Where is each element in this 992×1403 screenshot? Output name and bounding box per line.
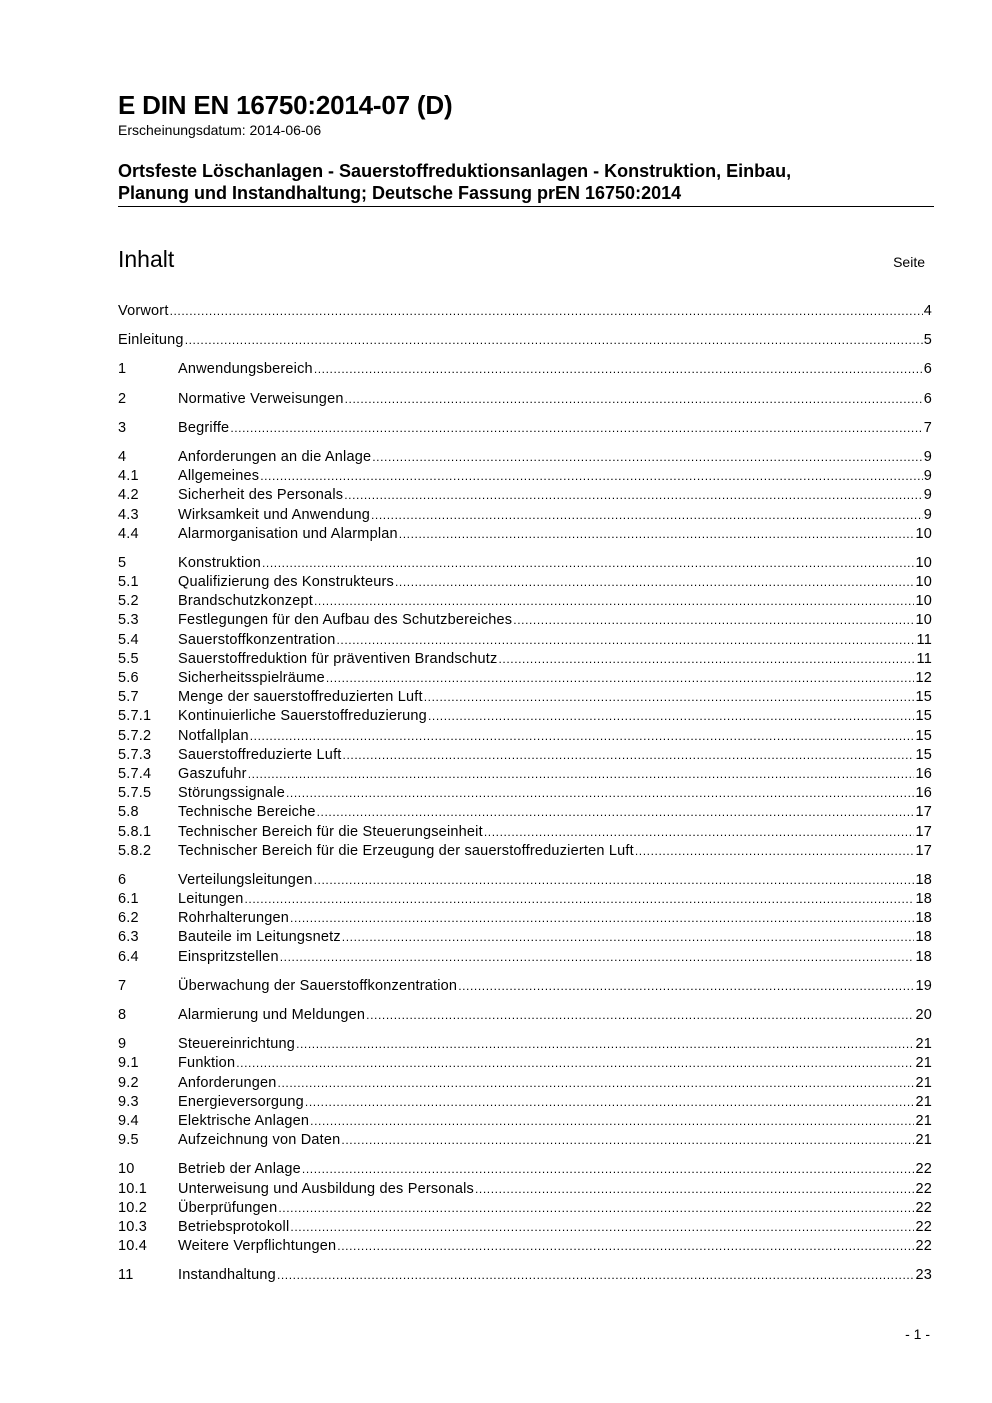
toc-entry-label: Steuereinrichtung [178, 1036, 296, 1053]
toc-dot-leader [326, 669, 915, 688]
toc-dot-leader [484, 823, 915, 842]
toc-group [118, 1006, 932, 1025]
toc-dot-leader [277, 1266, 915, 1285]
toc-entry-page: 21 [915, 1055, 932, 1072]
toc-entry[interactable] [118, 928, 932, 947]
toc-entry[interactable] [118, 506, 932, 525]
toc-dot-leader [230, 419, 922, 438]
toc-entry-label: Elektrische Anlagen [178, 1112, 310, 1129]
toc-entry-number: 5.2 [118, 593, 139, 610]
document-title-line-2: Planung und Instandhaltung; Deutsche Fassung prEN 16750:2014 [118, 183, 682, 203]
toc-group [118, 977, 932, 996]
toc-entry-label: Energieversorgung [178, 1093, 304, 1110]
toc-entry-page: 15 [915, 746, 932, 763]
toc-entry-label: Wirksamkeit und Anwendung [178, 506, 370, 523]
page-column-label: Seite [893, 254, 925, 270]
toc-entry-number: 5.7.2 [118, 727, 152, 744]
toc-entry[interactable] [118, 1131, 932, 1150]
toc-entry-page: 21 [915, 1132, 932, 1149]
toc-entry-page: 18 [915, 948, 932, 965]
toc-entry-label: Technischer Bereich für die Steuerungseinheit [178, 823, 483, 840]
toc-entry[interactable] [118, 302, 932, 321]
toc-entry[interactable] [118, 823, 932, 842]
toc-dot-leader [635, 842, 915, 861]
toc-entry-label: Einspritzstellen [178, 948, 279, 965]
toc-entry-label: Weitere Verpflichtungen [178, 1238, 337, 1255]
toc-entry-page: 21 [915, 1074, 932, 1091]
toc-entry-page: 21 [915, 1112, 932, 1129]
toc-group [118, 360, 932, 379]
toc-entry-number: 4.4 [118, 525, 139, 542]
toc-entry-page: 15 [915, 727, 932, 744]
toc-entry-number: 5.8 [118, 804, 139, 821]
toc-entry-page: 18 [915, 910, 932, 927]
toc-entry[interactable] [118, 909, 932, 928]
toc-entry-label: Allgemeines [178, 468, 260, 485]
title-divider [118, 206, 934, 207]
toc-entry-page: 10 [915, 574, 932, 591]
toc-entry-number: 5.7.3 [118, 746, 152, 763]
toc-entry[interactable] [118, 1006, 932, 1025]
toc-entry-label: Betriebsprotokoll [178, 1218, 290, 1235]
document-title [118, 160, 938, 204]
toc-group [118, 871, 932, 967]
toc-entry-label: Technischer Bereich für die Erzeugung der sauerstoffreduzierten Luft [178, 842, 634, 859]
toc-entry-page: 10 [915, 525, 932, 542]
toc-group [118, 1160, 932, 1256]
toc-entry-page: 20 [915, 1007, 932, 1023]
toc-entry[interactable] [118, 1180, 932, 1199]
toc-dot-leader [498, 650, 915, 669]
publication-date: Erscheinungsdatum: 2014-06-06 [118, 122, 322, 138]
toc-dot-leader [278, 1074, 915, 1093]
toc-entry-number: 6 [118, 871, 127, 888]
toc-entry-label: Instandhaltung [178, 1267, 276, 1284]
toc-entry-number: 9.3 [118, 1093, 139, 1110]
toc-entry-label: Menge der sauerstoffreduzierten Luft [178, 689, 423, 706]
toc-entry-number: 4.2 [118, 487, 139, 504]
toc-entry-number: 5.3 [118, 612, 139, 629]
toc-entry[interactable] [118, 842, 932, 861]
toc-entry-label: Brandschutzkonzept [178, 593, 313, 610]
toc-entry-label: Anforderungen an die Anlage [178, 448, 372, 465]
toc-entry-number: 5.7.4 [118, 765, 152, 782]
toc-entry[interactable] [118, 707, 932, 726]
toc-entry-page: 9 [923, 468, 932, 485]
toc-entry-page: 18 [915, 929, 932, 946]
toc-entry-label: Sicherheitsspielräume [178, 670, 325, 686]
toc-dot-leader [428, 707, 915, 726]
toc-entry-label: Unterweisung und Ausbildung des Personals [178, 1180, 474, 1197]
toc-entry-page: 12 [915, 670, 932, 686]
toc-entry[interactable] [118, 1218, 932, 1237]
toc-dot-leader [337, 631, 916, 650]
toc-entry[interactable] [118, 784, 932, 803]
toc-entry-number: 10 [118, 1161, 135, 1178]
toc-group [118, 1266, 932, 1285]
toc-dot-leader [371, 506, 923, 525]
toc-entry-number: 6.2 [118, 910, 139, 927]
toc-entry[interactable] [118, 486, 932, 505]
toc-dot-leader [310, 1112, 914, 1131]
toc-dot-leader [366, 1006, 914, 1025]
toc-dot-leader [245, 890, 915, 909]
toc-entry-page: 6 [923, 361, 932, 378]
toc-entry-label: Kontinuierliche Sauerstoffreduzierung [178, 708, 427, 725]
toc-entry-number: 5.6 [118, 670, 139, 686]
toc-entry[interactable] [118, 331, 932, 350]
toc-dot-leader [424, 688, 915, 707]
toc-entry-page: 23 [915, 1267, 932, 1284]
toc-entry[interactable] [118, 631, 932, 650]
toc-entry-label: Überprüfungen [178, 1199, 278, 1216]
toc-entry-number: 10.2 [118, 1199, 148, 1216]
toc-group [118, 554, 932, 861]
toc-entry[interactable] [118, 650, 932, 669]
toc-entry-number: 5.1 [118, 574, 139, 591]
toc-dot-leader [342, 928, 915, 947]
toc-entry-page: 15 [915, 708, 932, 725]
toc-entry[interactable] [118, 669, 932, 688]
toc-entry[interactable] [118, 419, 932, 438]
toc-entry-number: 11 [118, 1267, 134, 1284]
toc-dot-leader [280, 948, 915, 967]
toc-entry-number: 8 [118, 1007, 127, 1023]
toc-entry-number: 9 [118, 1036, 127, 1053]
toc-entry-page: 17 [915, 823, 932, 840]
toc-entry-label: Verteilungsleitungen [178, 871, 313, 888]
toc-dot-leader [475, 1180, 914, 1199]
toc-entry-number: 7 [118, 977, 127, 994]
toc-entry-number: 4.3 [118, 506, 139, 523]
toc-entry[interactable] [118, 554, 932, 573]
toc-entry-page: 22 [915, 1218, 932, 1235]
toc-entry-page: 16 [915, 785, 932, 802]
toc-entry-label: Anforderungen [178, 1074, 277, 1091]
toc-entry-page: 9 [923, 506, 932, 523]
toc-entry-page: 11 [916, 631, 932, 648]
toc-entry[interactable] [118, 611, 932, 630]
toc-dot-leader [236, 1054, 914, 1073]
toc-dot-leader [250, 727, 915, 746]
toc-entry[interactable] [118, 1112, 932, 1131]
toc-entry-label: Anwendungsbereich [178, 361, 313, 378]
toc-entry[interactable] [118, 390, 932, 409]
toc-entry-label: Störungssignale [178, 785, 285, 802]
toc-entry-label: Betrieb der Anlage [178, 1161, 301, 1178]
toc-entry[interactable] [118, 948, 932, 967]
toc-entry-number: 5.7 [118, 689, 139, 706]
toc-dot-leader [513, 611, 914, 630]
toc-entry-label: Leitungen [178, 891, 244, 908]
toc-entry-number: 2 [118, 390, 127, 407]
toc-dot-leader [296, 1035, 914, 1054]
toc-entry-label: Funktion [178, 1055, 236, 1072]
toc-entry-page: 18 [915, 871, 932, 888]
toc-entry-number: 5.4 [118, 631, 139, 648]
toc-dot-leader [278, 1199, 914, 1218]
toc-entry[interactable] [118, 1093, 932, 1112]
toc-entry[interactable] [118, 1266, 932, 1285]
page-number: - 1 - [905, 1326, 930, 1342]
toc-entry-page: 21 [915, 1036, 932, 1053]
toc-entry[interactable] [118, 525, 932, 544]
toc-entry-number: 5.8.2 [118, 842, 152, 859]
toc-dot-leader [290, 909, 914, 928]
toc-entry-label: Vorwort [118, 303, 169, 319]
toc-entry-page: 22 [915, 1238, 932, 1255]
toc-entry-page: 19 [915, 977, 932, 994]
toc-dot-leader [344, 486, 923, 505]
table-of-contents [118, 302, 932, 1295]
toc-entry-label: Begriffe [178, 419, 230, 436]
toc-entry-label: Qualifizierung des Konstrukteurs [178, 574, 394, 591]
toc-dot-leader [458, 977, 914, 996]
toc-entry-page: 17 [915, 804, 932, 821]
toc-entry[interactable] [118, 360, 932, 379]
toc-entry-label: Gaszufuhr [178, 765, 247, 782]
toc-entry-label: Alarmierung und Meldungen [178, 1007, 366, 1023]
toc-group [118, 419, 932, 438]
toc-entry[interactable] [118, 977, 932, 996]
toc-entry-number: 5.7.1 [118, 708, 152, 725]
toc-dot-leader [305, 1093, 915, 1112]
toc-entry[interactable] [118, 448, 932, 467]
toc-group [118, 390, 932, 409]
toc-entry[interactable] [118, 1237, 932, 1256]
toc-entry-number: 5.5 [118, 650, 139, 667]
toc-entry-page: 22 [915, 1161, 932, 1178]
toc-entry-page: 15 [915, 689, 932, 706]
toc-entry-page: 17 [915, 842, 932, 859]
toc-entry-number: 6.3 [118, 929, 139, 946]
toc-dot-leader [317, 803, 915, 822]
toc-dot-leader [314, 360, 923, 379]
toc-entry-number: 9.1 [118, 1055, 139, 1072]
toc-entry-label: Sauerstoffreduzierte Luft [178, 746, 342, 763]
toc-entry-number: 9.5 [118, 1132, 139, 1149]
toc-entry-page: 22 [915, 1199, 932, 1216]
toc-group [118, 331, 932, 350]
toc-dot-leader [170, 302, 923, 321]
toc-entry-label: Festlegungen für den Aufbau des Schutzbereiches [178, 612, 513, 629]
toc-entry-number: 3 [118, 419, 127, 436]
toc-entry-page: 11 [916, 650, 932, 667]
toc-entry[interactable] [118, 688, 932, 707]
toc-dot-leader [341, 1131, 914, 1150]
toc-dot-leader [286, 784, 914, 803]
toc-group [118, 1035, 932, 1150]
toc-entry-page: 21 [915, 1093, 932, 1110]
toc-dot-leader [262, 554, 914, 573]
toc-entry-page: 9 [923, 487, 932, 504]
toc-entry-label: Sauerstoffreduktion für präventiven Brandschutz [178, 650, 498, 667]
toc-entry-number: 10.4 [118, 1238, 148, 1255]
toc-dot-leader [399, 525, 915, 544]
toc-entry[interactable] [118, 871, 932, 890]
toc-entry-label: Technische Bereiche [178, 804, 316, 821]
toc-dot-leader [248, 765, 915, 784]
toc-entry-number: 1 [118, 361, 127, 378]
toc-heading: Inhalt [118, 246, 175, 272]
toc-entry-page: 7 [923, 419, 932, 436]
toc-entry[interactable] [118, 1160, 932, 1179]
toc-entry-page: 6 [923, 390, 932, 407]
toc-dot-leader [260, 467, 923, 486]
toc-dot-leader [372, 448, 922, 467]
toc-dot-leader [345, 390, 923, 409]
toc-entry[interactable] [118, 1054, 932, 1073]
toc-entry[interactable] [118, 1035, 932, 1054]
toc-entry-label: Rohrhalterungen [178, 910, 290, 927]
toc-entry[interactable] [118, 746, 932, 765]
toc-dot-leader [314, 592, 914, 611]
toc-entry-number: 9.2 [118, 1074, 139, 1091]
toc-group [118, 448, 932, 544]
toc-entry[interactable] [118, 1199, 932, 1218]
toc-dot-leader [302, 1160, 915, 1179]
toc-entry-page: 10 [915, 593, 932, 610]
toc-entry-number: 4 [118, 448, 127, 465]
toc-entry-page: 10 [915, 612, 932, 629]
toc-entry-page: 5 [923, 332, 932, 349]
toc-entry-number: 5.7.5 [118, 785, 152, 802]
toc-entry-number: 6.4 [118, 948, 139, 965]
toc-entry-number: 5 [118, 554, 127, 571]
toc-dot-leader [185, 331, 923, 350]
toc-dot-leader [290, 1218, 914, 1237]
toc-entry-label: Sauerstoffkonzentration [178, 631, 336, 648]
toc-dot-leader [314, 871, 915, 890]
toc-entry-label: Bauteile im Leitungsnetz [178, 929, 341, 946]
toc-entry-number: 10.3 [118, 1218, 148, 1235]
toc-entry-label: Überwachung der Sauerstoffkonzentration [178, 977, 458, 994]
toc-entry[interactable] [118, 765, 932, 784]
toc-entry-label: Notfallplan [178, 727, 249, 744]
toc-entry-number: 5.8.1 [118, 823, 152, 840]
document-id: E DIN EN 16750:2014-07 (D) [118, 90, 453, 120]
toc-entry-page: 10 [915, 554, 932, 571]
toc-entry-label: Sicherheit des Personals [178, 487, 344, 504]
toc-entry-number: 10.1 [118, 1180, 148, 1197]
toc-entry-page: 16 [915, 765, 932, 782]
toc-entry-number: 9.4 [118, 1112, 139, 1129]
toc-entry-label: Konstruktion [178, 554, 261, 571]
toc-entry-page: 18 [915, 891, 932, 908]
toc-dot-leader [337, 1237, 914, 1256]
toc-entry-label: Alarmorganisation und Alarmplan [178, 525, 398, 542]
toc-entry-number: 6.1 [118, 891, 139, 908]
toc-entry-page: 9 [923, 448, 932, 465]
toc-entry[interactable] [118, 727, 932, 746]
document-title-line-1: Ortsfeste Löschanlagen - Sauerstoffreduktionsanlagen - Konstruktion, Einbau, [118, 161, 792, 181]
toc-group [118, 302, 932, 321]
toc-entry[interactable] [118, 803, 932, 822]
toc-entry[interactable] [118, 592, 932, 611]
toc-entry[interactable] [118, 1074, 932, 1093]
toc-dot-leader [395, 573, 915, 592]
toc-entry-label: Einleitung [118, 332, 184, 349]
toc-entry-number: 4.1 [118, 468, 139, 485]
toc-entry-page: 22 [915, 1180, 932, 1197]
toc-dot-leader [343, 746, 915, 765]
toc-entry-label: Normative Verweisungen [178, 390, 344, 407]
toc-entry-label: Aufzeichnung von Daten [178, 1132, 341, 1149]
toc-entry[interactable] [118, 467, 932, 486]
toc-entry[interactable] [118, 890, 932, 909]
toc-entry[interactable] [118, 573, 932, 592]
toc-entry-page: 4 [923, 303, 932, 319]
